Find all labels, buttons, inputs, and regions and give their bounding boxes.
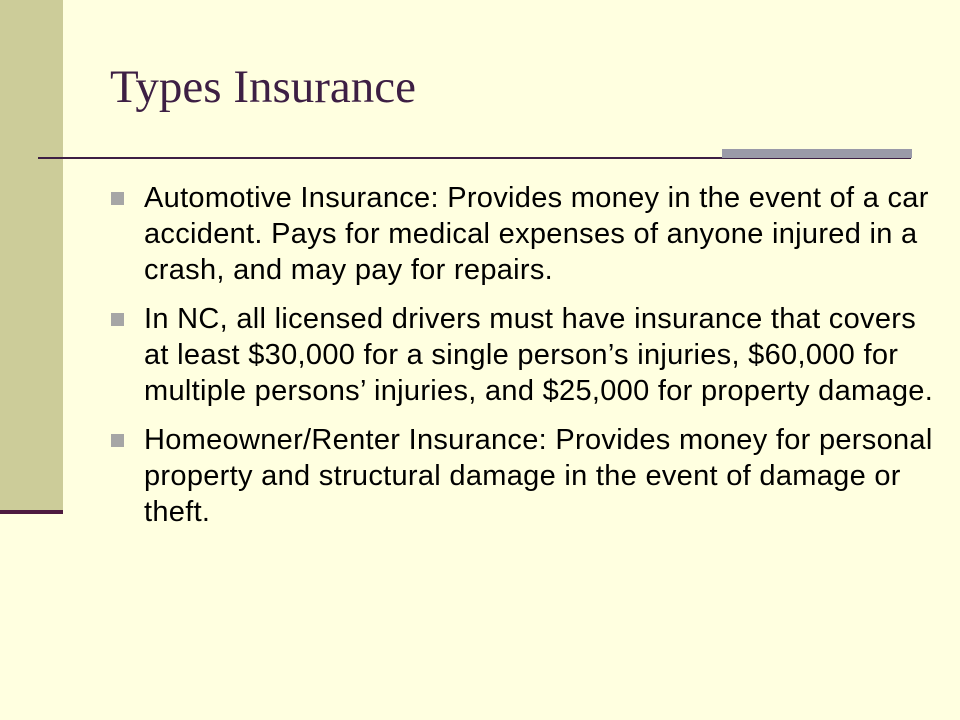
square-bullet-icon <box>111 192 124 205</box>
bullet-text: Homeowner/Renter Insurance: Provides money for personal property and structural damage in the event of damage or theft. <box>144 424 933 528</box>
bullet-item-automotive <box>108 180 948 288</box>
left-decorative-band <box>0 0 63 510</box>
bullet-item-nc-requirements <box>108 301 948 409</box>
bullet-text: In NC, all licensed drivers must have insurance that covers at least $30,000 for a single person’s injuries, $60,000 for multiple persons’ injuries, and $25,000 for property damage. <box>144 303 934 407</box>
bullet-list <box>108 180 948 543</box>
bullet-item-homeowner <box>108 422 948 530</box>
bullet-text: Automotive Insurance: Provides money in the event of a car accident. Pays for medical expenses of anyone injured in a crash, and may pay for repairs. <box>144 182 929 286</box>
left-accent-line <box>0 510 63 514</box>
title-accent-bar <box>722 149 912 158</box>
slide-title: Types Insurance <box>110 61 417 113</box>
square-bullet-icon <box>111 313 124 326</box>
square-bullet-icon <box>111 434 124 447</box>
